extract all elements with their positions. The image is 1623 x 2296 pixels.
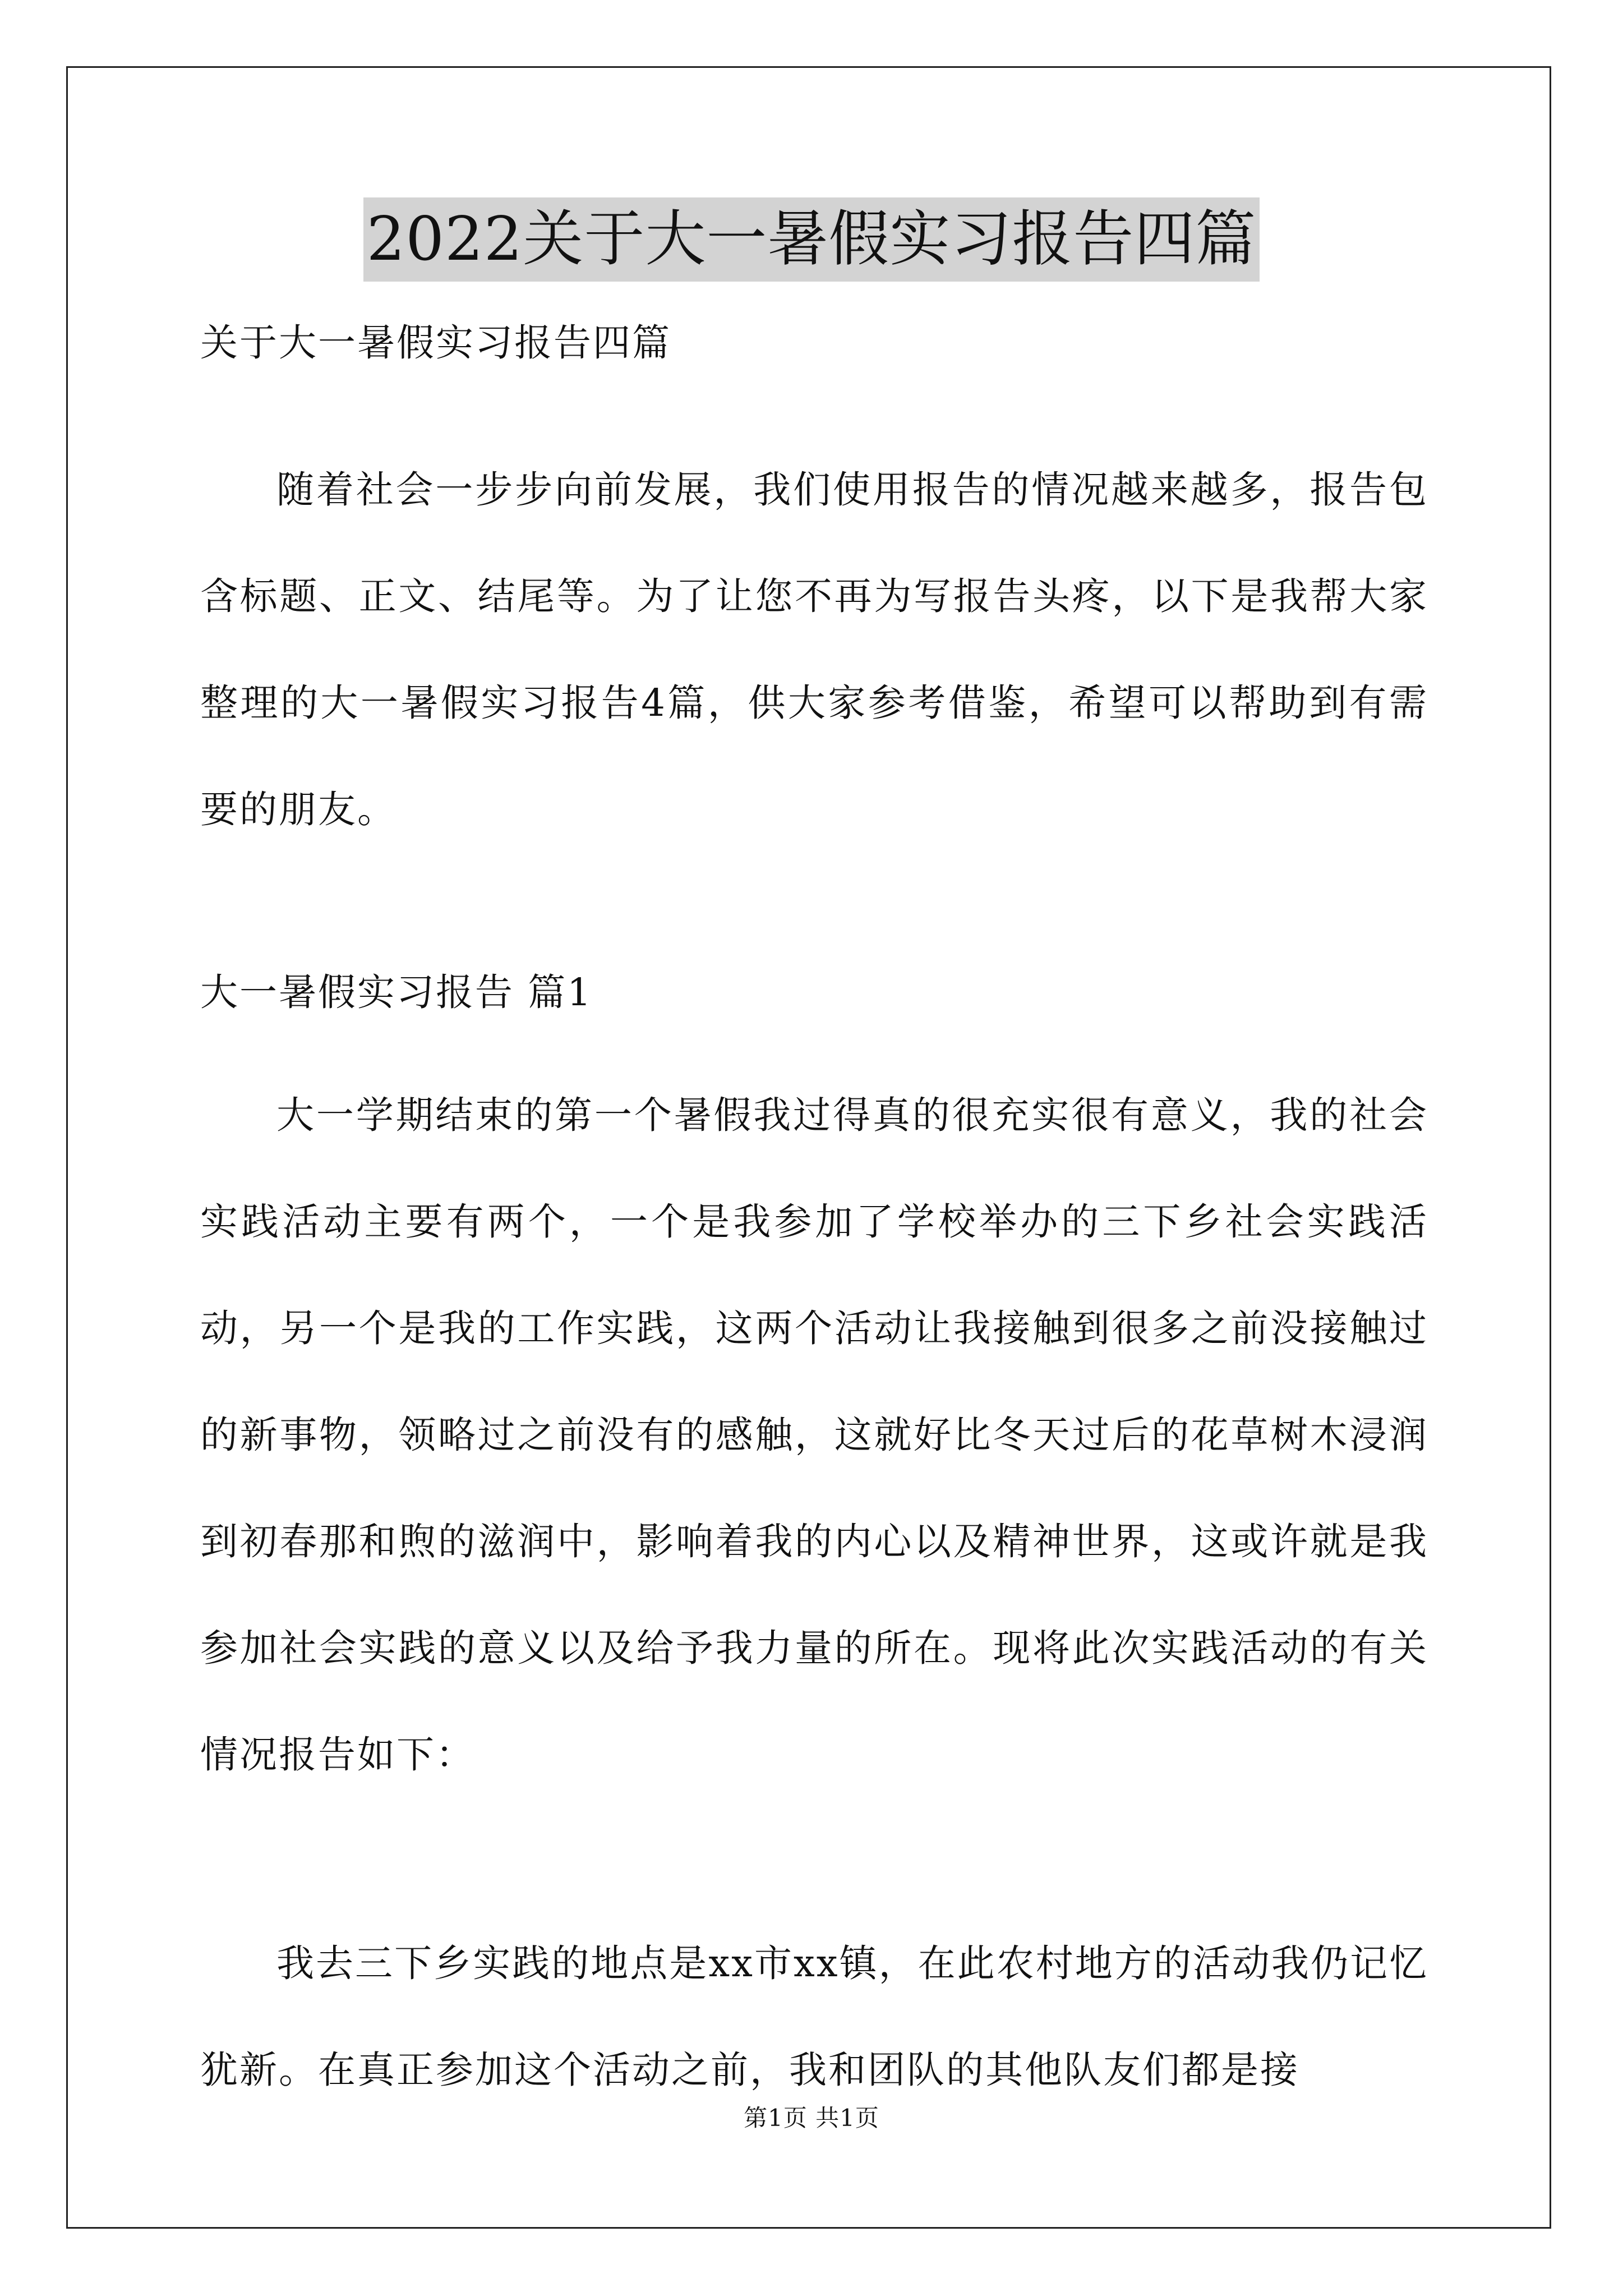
page-number-footer: 第1页 共1页 bbox=[744, 2104, 879, 2132]
section-paragraph: 我去三下乡实践的地点是xx市xx镇，在此农村地方的活动我仍记忆犹新。在真正参加这个活动之前，我和团队的其他队友们都是接 bbox=[200, 1941, 1428, 2092]
intro-paragraph: 随着社会一步步向前发展，我们使用报告的情况越来越多，报告包含标题、正文、结尾等。为了让您不再为写报告头疼，以下是我帮大家整理的大一暑假实习报告4篇，供大家参考借鉴，希望可以帮助到有需要的朋友。 bbox=[200, 468, 1428, 831]
section-heading: 大一暑假实习报告 篇1 bbox=[200, 970, 593, 1014]
document-subtitle: 关于大一暑假实习报告四篇 bbox=[200, 321, 671, 365]
document-title: 2022关于大一暑假实习报告四篇 bbox=[0, 197, 1623, 282]
section-paragraph: 大一学期结束的第一个暑假我过得真的很充实很有意义，我的社会实践活动主要有两个，一个是我参加了学校举办的三下乡社会实践活动，另一个是我的工作实践，这两个活动让我接触到很多之前没接触过的新事物，领略过之前没有的感触，这就好比冬天过后的花草树木浸润到初春那和煦的滋润中，影响着我的内心以及精神世界，这或许就是我参加社会实践的意义以及给予我力量的所在。现将此次实践活动的有关情况报告如下： bbox=[200, 1093, 1428, 1777]
